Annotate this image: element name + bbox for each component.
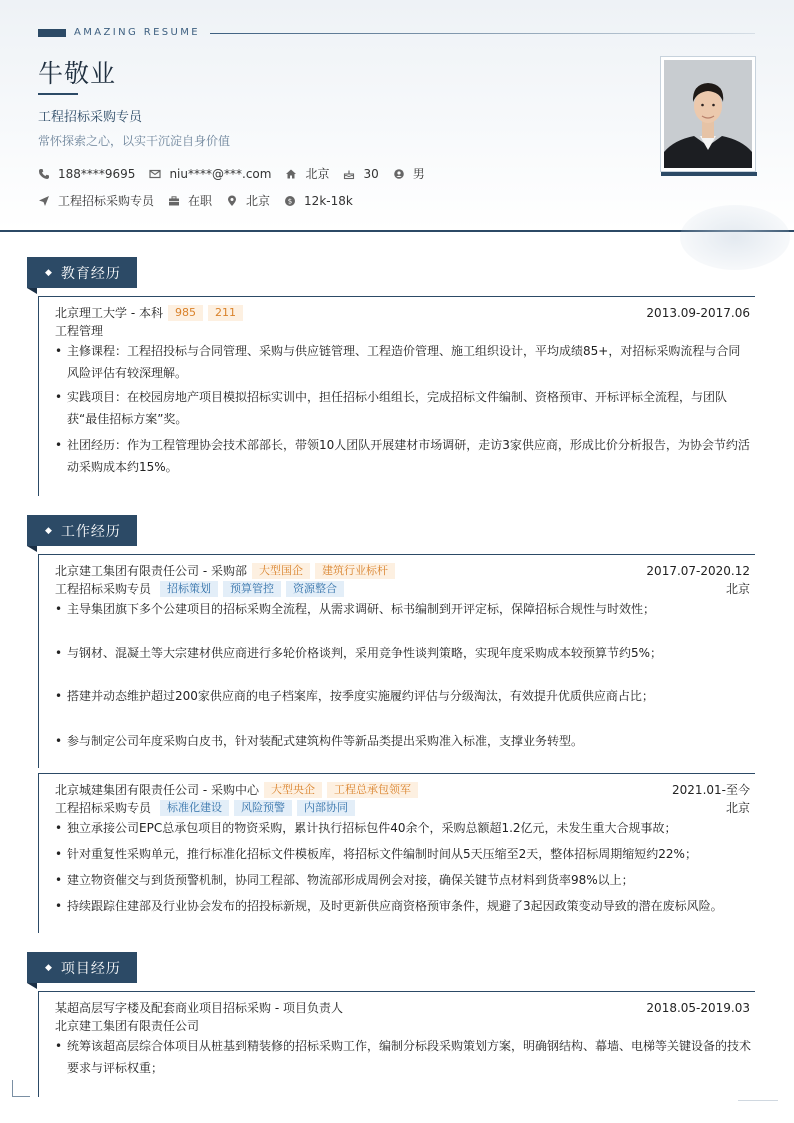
intent-city-text: 北京 (246, 194, 271, 208)
resume-header (0, 0, 794, 232)
project-org-row (55, 1017, 750, 1034)
svg-text:$: $ (287, 197, 293, 206)
work-city: 北京 (725, 582, 750, 596)
contact-row (38, 165, 439, 182)
project-period: 2018.05-2019.03 (646, 1000, 750, 1015)
school-tag: 985 (168, 305, 203, 321)
brand-bar (38, 29, 66, 37)
major: 工程管理 (55, 324, 104, 338)
intent-city-info (226, 192, 270, 209)
work-bullet: • 针对重复性采购单元，推行标准化招标文件模板库，将招标文件编制时间从5天压缩至2天，整体招标周期缩短约22%； (55, 843, 751, 865)
company-name: 北京建工集团有限责任公司 - 采购部 (55, 564, 247, 578)
skill-tag: 内部协同 (297, 800, 355, 816)
decorative-halo (680, 205, 790, 270)
age-info (343, 167, 378, 181)
work-bullet: • 持续跟踪住建部及行业协会发布的招投标新规，及时更新供应商资格预审条件，规避了3起因政策变动导致的潜在废标风险。 (55, 895, 751, 917)
work-company-row (55, 781, 750, 798)
gender-icon (393, 168, 405, 180)
salary-text: 12k-18k (304, 193, 353, 208)
work-bullet: • 独立承接公司EPC总承包项目的物资采购，累计执行招标包件40余个，采购总额超1.2亿元，未发生重大合规事故； (55, 817, 751, 839)
work-entry-1 (38, 554, 755, 768)
profile-photo (660, 56, 756, 172)
company-tag: 大型央企 (264, 782, 322, 798)
work-entry-2 (38, 773, 755, 933)
work-bullet: • 参与制定公司年度采购白皮书，针对装配式建筑构件等新品类提出采购准入标准，支撑业务转型。 (55, 730, 751, 752)
work-company-row (55, 562, 750, 579)
work-period: 2021.01-至今 (672, 783, 750, 797)
diamond-icon: ◆ (45, 267, 53, 278)
work-city: 北京 (725, 801, 750, 815)
project-name: 某超高层写字楼及配套商业项目招标采购 - 项目负责人 (55, 1001, 343, 1015)
project-section-heading (27, 952, 137, 983)
photo-accent-bar (661, 172, 757, 176)
work-heading-text: 工作经历 (60, 523, 121, 540)
company-name: 北京城建集团有限责任公司 - 采购中心 (55, 783, 259, 797)
project-heading-text: 项目经历 (60, 960, 121, 977)
status-info (168, 192, 212, 209)
work-section-heading (27, 515, 137, 546)
phone-icon (38, 168, 50, 180)
project-bullet: • 统筹该超高层综合体项目从桩基到精装修的招标采购工作，编制分标段采购策划方案，明确钢结构、幕墙、电梯等关键设备的技术要求与评标权重； (55, 1035, 751, 1079)
project-org: 北京建工集团有限责任公司 (55, 1019, 200, 1033)
skill-tag: 资源整合 (286, 581, 344, 597)
education-bullet: • 主修课程：工程招投标与合同管理、采购与供应链管理、工程造价管理、施工组织设计，平均成绩85+，对招标采购流程与合同风险评估有较深理解。 (55, 340, 751, 384)
education-school-row (55, 304, 750, 321)
diamond-icon: ◆ (45, 962, 53, 973)
education-period: 2013.09-2017.06 (646, 305, 750, 320)
intent-position-text: 工程招标采购专员 (58, 194, 155, 208)
home-icon (285, 168, 297, 180)
job-title: 工程招标采购专员 (38, 110, 143, 125)
age-text: 30 (363, 166, 379, 181)
cake-icon (343, 168, 355, 180)
email-info (149, 167, 271, 181)
name-underline (38, 93, 78, 95)
company-tag: 工程总承包领军 (327, 782, 418, 798)
page-corner-mark (12, 1080, 30, 1097)
salary-info (284, 194, 353, 208)
education-bullet: • 社团经历：作为工程管理协会技术部部长，带领10人团队开展建材市场调研，走访3家供应商，形成比价分析报告，为协会节约活动采购成本约15%。 (55, 434, 751, 478)
avatar (664, 60, 752, 168)
brand-divider (210, 33, 755, 34)
motto: 常怀探索之心，以实干沉淀自身价值 (38, 134, 231, 148)
diamond-icon: ◆ (45, 525, 53, 536)
company-tag: 大型国企 (252, 563, 310, 579)
education-entry (38, 296, 755, 496)
project-entry (38, 991, 755, 1097)
briefcase-icon (168, 195, 180, 207)
position: 工程招标采购专员 (55, 801, 152, 815)
education-section-heading (27, 257, 137, 288)
work-bullet: • 与钢材、混凝土等大宗建材供应商进行多轮价格谈判，采用竞争性谈判策略，实现年度采购成本较预算节约5%； (55, 642, 751, 664)
education-major-row (55, 322, 750, 339)
gender-text: 男 (412, 167, 425, 181)
school-tag: 211 (208, 305, 243, 321)
footer-divider (738, 1100, 778, 1101)
intent-position-info (38, 192, 154, 209)
education-bullet: • 实践项目：在校园房地产项目模拟招标实训中，担任招标小组组长，完成招标文件编制、资格预审、开标评标全流程，与团队获“最佳招标方案”奖。 (55, 386, 751, 430)
job-intent-row (38, 192, 367, 209)
gender-info (393, 165, 425, 182)
work-bullet: • 主导集团旗下多个公建项目的招标采购全流程，从需求调研、标书编制到开评定标，保障招标合规性与时效性； (55, 598, 751, 620)
work-bullet: • 建立物资催交与到货预警机制，协同工程部、物流部形成周例会对接，确保关键节点材料到货率98%以上； (55, 869, 751, 891)
send-icon (38, 195, 50, 207)
mail-icon (149, 168, 161, 180)
skill-tag: 标准化建设 (160, 800, 229, 816)
phone-text: 188****9695 (58, 166, 136, 181)
phone-info (38, 167, 135, 181)
person-silhouette-icon (664, 60, 752, 168)
brand-text: AMAZING RESUME (74, 27, 200, 38)
education-heading-text: 教育经历 (60, 265, 121, 282)
skill-tag: 风险预警 (234, 800, 292, 816)
company-tag: 建筑行业标杆 (315, 563, 395, 579)
salary-icon (284, 195, 296, 207)
work-bullet: • 搭建并动态维护超过200家供应商的电子档案库，按季度实施履约评估与分级淘汰，有效提升优质供应商占比； (55, 685, 751, 707)
skill-tag: 招标策划 (160, 581, 218, 597)
location-pin-icon (226, 195, 238, 207)
skill-tag: 预算管控 (223, 581, 281, 597)
work-period: 2017.07-2020.12 (646, 563, 750, 578)
candidate-name: 牛敬业 (38, 59, 117, 88)
home-info (285, 165, 329, 182)
email-text: niu****@***.com (169, 166, 272, 181)
home-text: 北京 (305, 167, 330, 181)
school-name: 北京理工大学 - 本科 (55, 306, 163, 320)
work-position-row (55, 580, 750, 597)
position: 工程招标采购专员 (55, 582, 152, 596)
work-position-row (55, 799, 750, 816)
project-name-row (55, 999, 750, 1016)
status-text: 在职 (188, 194, 213, 208)
